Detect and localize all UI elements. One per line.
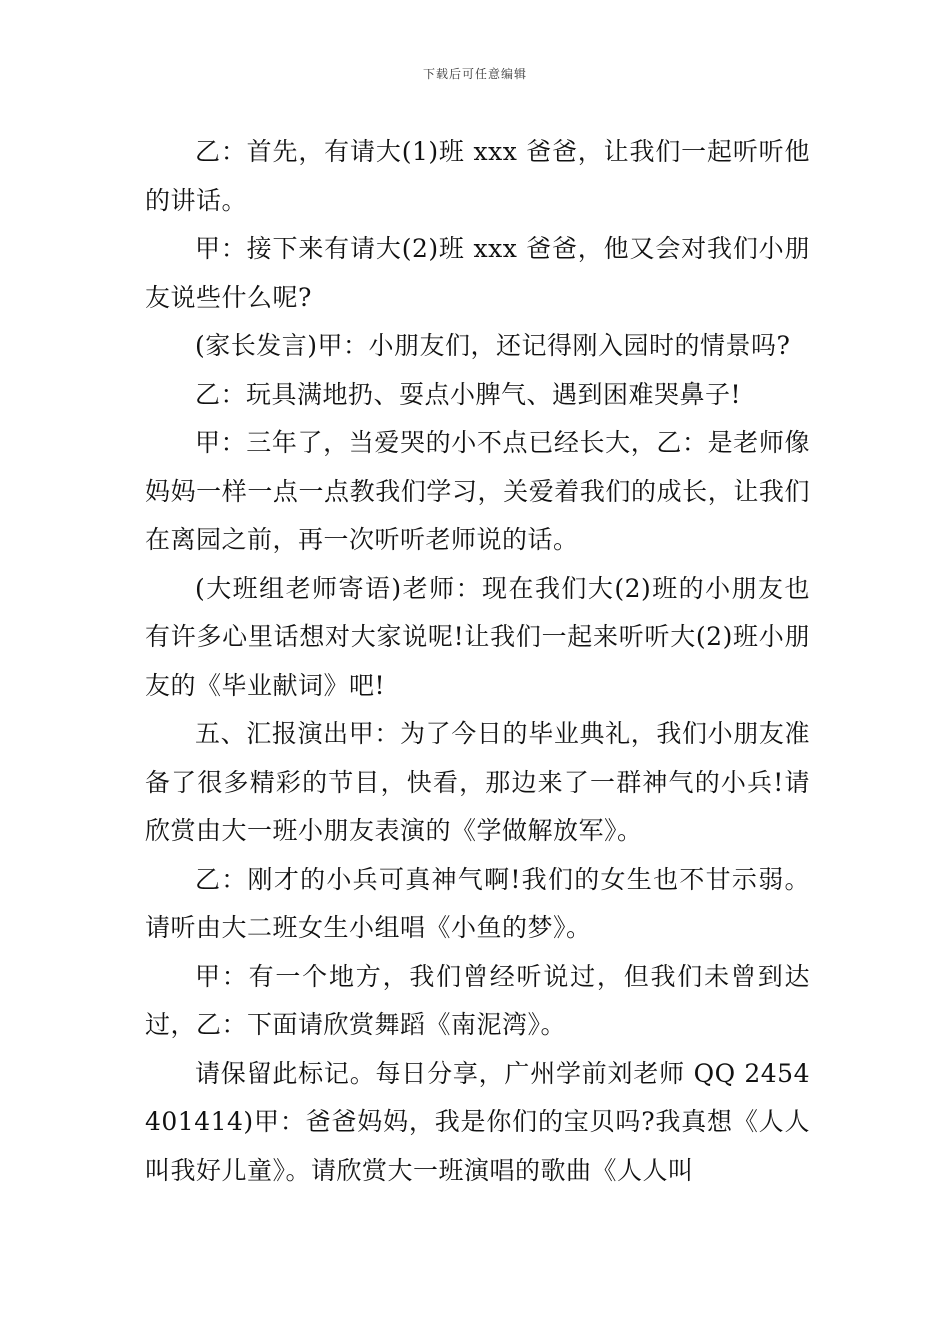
paragraph: 乙：刚才的小兵可真神气啊!我们的女生也不甘示弱。请听由大二班女生小组唱《小鱼的梦》。	[145, 864, 810, 942]
paragraph: 甲：三年了，当爱哭的小不点已经长大，乙：是老师像妈妈一样一点一点教我们学习，关爱着我们的成长，让我们在离园之前，再一次听听老师说的话。	[145, 428, 810, 554]
paragraph: 五、汇报演出甲：为了今日的毕业典礼，我们小朋友准备了很多精彩的节目，快看，那边来了一群神气的小兵!请欣赏由大一班小朋友表演的《学做解放军》。	[145, 719, 810, 845]
paragraph: 请保留此标记。每日分享，广州学前刘老师 QQ 2454401414)甲：爸爸妈妈，我是你们的宝贝吗?我真想《人人叫我好儿童》。请欣赏大一班演唱的歌曲《人人叫	[145, 1058, 810, 1185]
paragraph: 甲：有一个地方，我们曾经听说过，但我们未曾到达过，乙：下面请欣赏舞蹈《南泥湾》。	[145, 961, 810, 1039]
paragraph: 甲：接下来有请大(2)班 xxx 爸爸，他又会对我们小朋友说些什么呢?	[145, 234, 810, 312]
paragraph: (家长发言)甲：小朋友们，还记得刚入园时的情景吗?	[195, 331, 791, 360]
paragraph: 乙：玩具满地扔、耍点小脾气、遇到困难哭鼻子!	[195, 379, 742, 409]
paragraph: (大班组老师寄语)老师：现在我们大(2)班的小朋友也有许多心里话想对大家说呢!让我们一起来听听大(2)班小朋友的《毕业献词》吧!	[145, 573, 810, 700]
page-header: 下载后可任意编辑	[422, 67, 527, 81]
document-body	[145, 128, 810, 1195]
paragraph: 乙：首先，有请大(1)班 xxx 爸爸，让我们一起听听他的讲话。	[145, 137, 810, 215]
